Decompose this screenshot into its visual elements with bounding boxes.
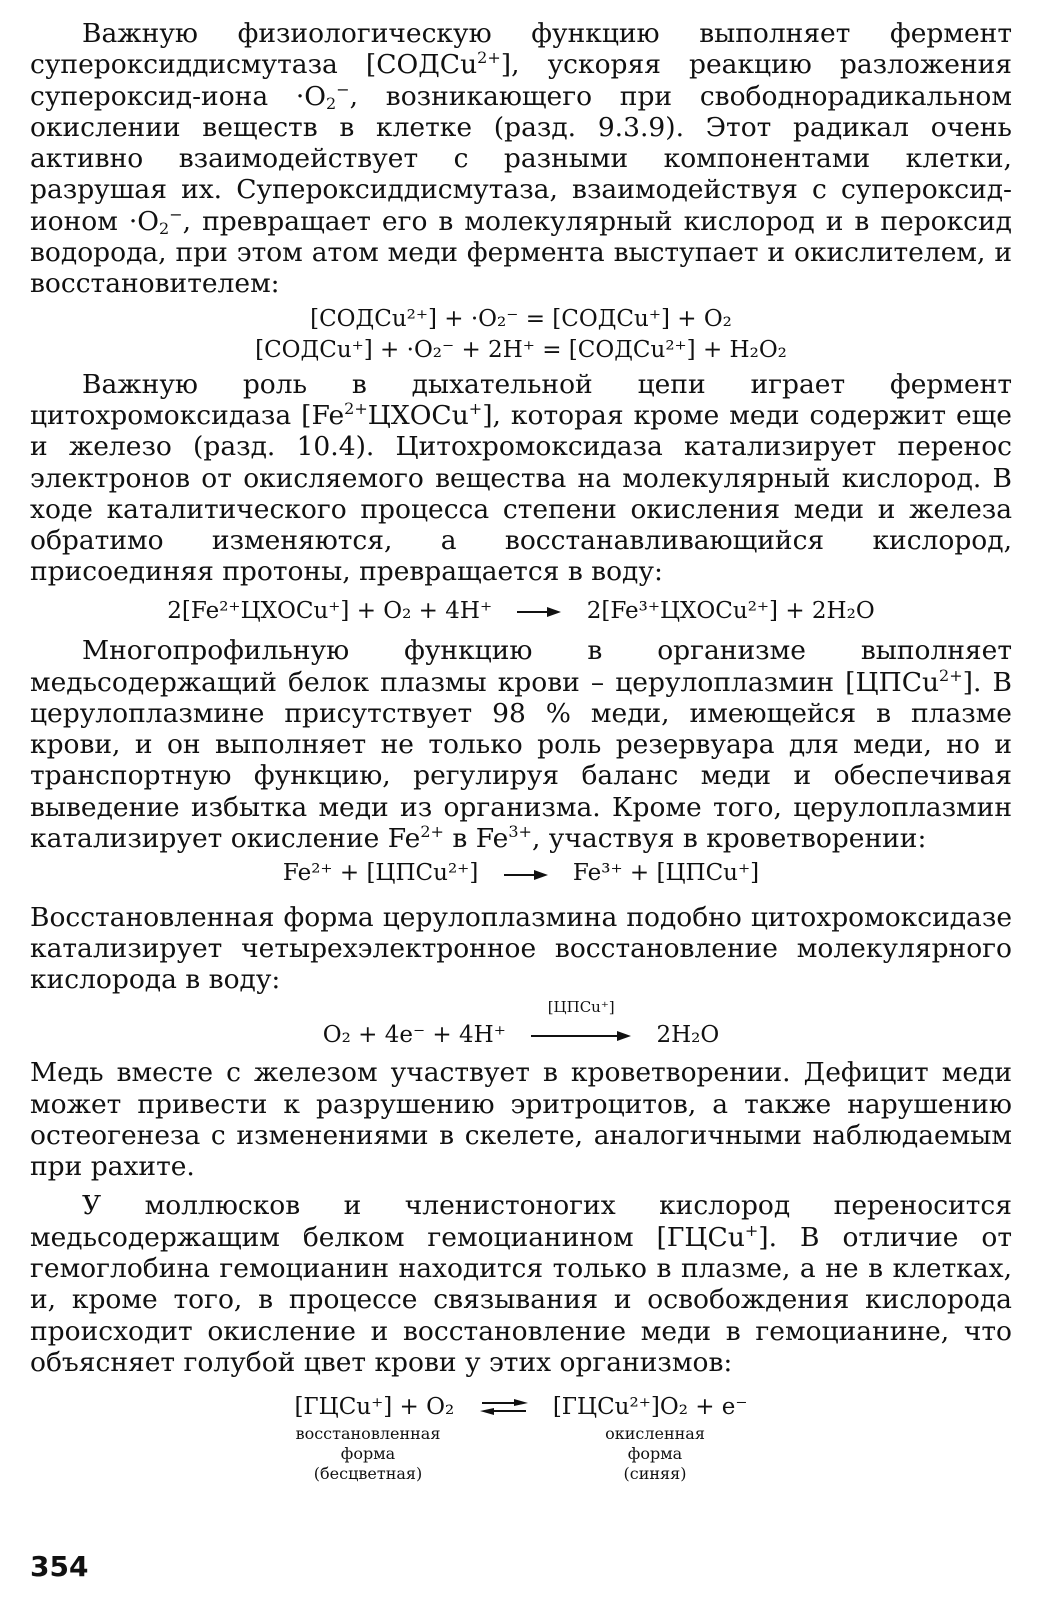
caption-oxidized-form: окисленная форма (синяя): [605, 1424, 705, 1484]
equation-cytochrome: 2[Fe²⁺ЦХОCu⁺] + O₂ + 4H⁺ 2[Fe³⁺ЦХОCu²⁺] + 2H₂O: [30, 596, 1012, 628]
paragraph-hematopoiesis: Медь вместе с железом участвует в кроветворении. Дефицит меди может привести к разрушению эритроцитов, а также нарушению остеогенеза с изменениями в скелете, аналогичными наблюдаемым при рахите.: [30, 1057, 1012, 1183]
equation-hemocyanin: [ГЦCu⁺] + O₂ [ГЦCu²⁺]O₂ + e⁻ восстановленная форма (бесцветная) окисленная форма (синяя): [30, 1392, 1012, 1488]
catalyzed-arrow: [531, 998, 631, 1051]
equation-sod-1: [СОДCu²⁺] + ·O₂⁻ = [СОДCu⁺] + O₂: [310, 305, 732, 332]
equation-ceruloplasmin-iron: Fe²⁺ + [ЦПCu²⁺] Fe³⁺ + [ЦПCu⁺]: [30, 858, 1012, 890]
paragraph-cytochrome-oxidase: Важную роль в дыхательной цепи играет фермент цитохромоксидаза $[Fe^{2+}ЦХОCu^+]$, которая кроме меди содержит еще и железо (разд. 10.4). Цитохромоксидаза катализирует перенос электронов от окисляемого вещества на молекулярный кислород. В ходе каталитического процесса степени окисления меди и железа обратимо изменяются, а восстанавливающийся кислород, присоединяя протоны, превращается в воду:: [30, 368, 1012, 588]
caption-reduced-form: восстановленная форма (бесцветная): [295, 1424, 441, 1484]
arrow-right-icon: [504, 859, 548, 890]
paragraph-ceruloplasmin: Многопрофильную функцию в организме выполняет медьсодержащий белок плазмы крови – церулоплазмин [ЦПCu$^{2+}$]. В церулоплазмине присутствует 98 % меди, имеющейся в плазме крови, и он выполняет не только роль резервуара для меди, но и транспортную функцию, регулируя баланс меди и обеспечивая выведение избытка меди из организма. Кроме того, церулоплазмин катализирует окисление $Fe^{2+}$ в $Fe^{3+}$, участвуя в кроветворении:: [30, 635, 1012, 855]
equilibrium-arrows-icon: [480, 1393, 528, 1424]
arrow-right-icon: [517, 596, 561, 627]
arrow-right-icon: [531, 1030, 631, 1042]
paragraph-superoxide-dismutase: Важную физиологическую функцию выполняет фермент супероксиддисмутаза [СОДCu$^{2+}$], ускоряя реакцию разложения супероксид-иона $\cdot O_2^-$, возникающего при свободнорадикальном окислении веществ в клетке (разд. 9.3.9). Этот радикал очень активно взаимодействует с разными компонентами клетки, разрушая их. Супероксиддисмутаза, взаимодействуя с супероксид-ионом $\cdot O_2^-$, превращает его в молекулярный кислород и в пероксид водорода, при этом атом меди фермента выступает и окислителем, и восстановителем:: [30, 18, 1012, 300]
paragraph-hemocyanin: У моллюсков и членистоногих кислород переносится медьсодержащим белком гемоцианином [ГЦCu+]. В отличие от гемоглобина гемоцианин находится только в плазме, а не в клетках, и, кроме того, в процессе связывания и освобождения кислорода происходит окисление и восстановление меди в гемоцианине, что объясняет голубой цвет крови у этих организмов:: [30, 1190, 1012, 1378]
equation-oxygen-reduction: O₂ + 4e⁻ + 4H⁺ [ЦПCu⁺] 2H₂O: [30, 1020, 1012, 1052]
catalyst-label: [ЦПCu⁺]: [547, 998, 615, 1017]
page-number: 354: [30, 1550, 89, 1583]
equation-sod-2: [СОДCu⁺] + ·O₂⁻ + 2H⁺ = [СОДCu²⁺] + H₂O₂: [255, 336, 787, 363]
paragraph-reduced-ceruloplasmin: Восстановленная форма церулоплазмина подобно цитохромоксидазе катализирует четырехэлектронное восстановление молекулярного кислорода в воду:: [30, 901, 1012, 996]
